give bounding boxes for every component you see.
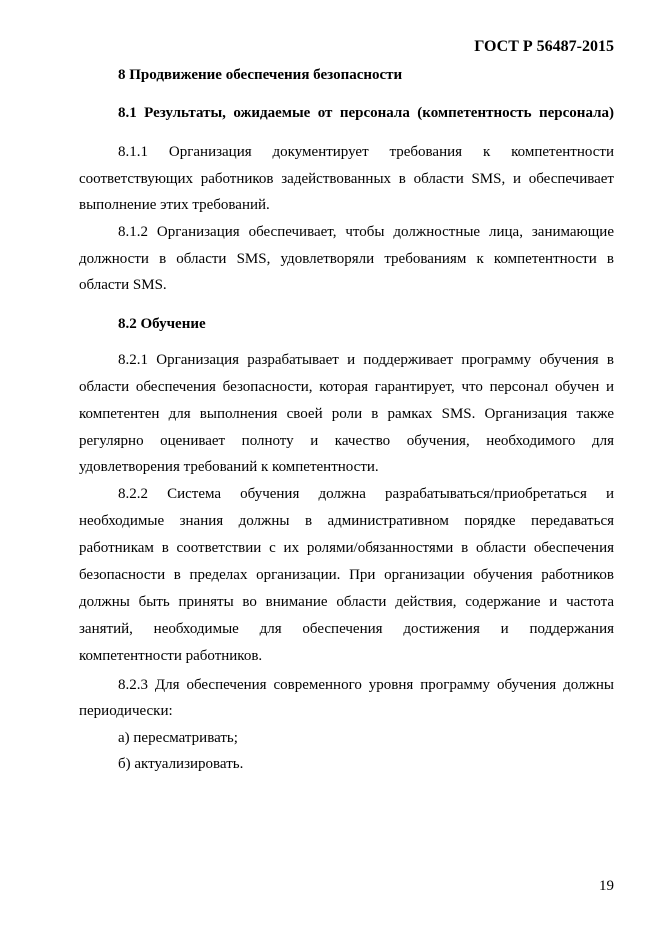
paragraph-line: 8.1.1 Организация документирует требования к компетентности <box>118 144 614 160</box>
paragraph-line: безопасности в пределах организации. При организации обучения работников <box>79 567 614 583</box>
paragraph-line: области SMS. <box>79 277 167 293</box>
paragraph-line: компетентен для выполнения своей роли в рамках SMS. Организация также <box>79 406 614 422</box>
paragraph-line: периодически: <box>79 703 173 719</box>
document-number-header: ГОСТ Р 56487-2015 <box>474 38 614 55</box>
paragraph-line: 8.2.2 Система обучения должна разрабатываться/приобретаться и <box>118 486 614 502</box>
list-item-line: а) пересматривать; <box>118 730 238 746</box>
paragraph-line: регулярно оценивает полноту и качество обучения, необходимого для <box>79 433 614 449</box>
page-number: 19 <box>599 878 614 894</box>
paragraph-line: области обеспечения безопасности, которая гарантирует, что персонал обучен и <box>79 379 614 395</box>
paragraph-line: необходимые знания должны в административном порядке передаваться <box>79 513 614 529</box>
paragraph-line: должности в области SMS, удовлетворяли требованиям к компетентности в <box>79 251 614 267</box>
paragraph-line: выполнение этих требований. <box>79 197 270 213</box>
paragraph-line: 8.2.1 Организация разрабатывает и поддерживает программу обучения в <box>118 352 614 368</box>
paragraph-line: 8.2.3 Для обеспечения современного уровня программу обучения должны <box>118 677 614 693</box>
list-item-line: б) актуализировать. <box>118 756 244 772</box>
paragraph-line: компетентности работников. <box>79 648 263 664</box>
paragraph-line: должны быть приняты во внимание области действия, содержание и частота <box>79 594 614 610</box>
paragraph-line: 8.1.2 Организация обеспечивает, чтобы должностные лица, занимающие <box>118 224 614 240</box>
paragraph-line: занятий, необходимые для обеспечения достижения и поддержания <box>79 621 614 637</box>
paragraph-line: работникам в соответствии с их ролями/обязанностями в области обеспечения <box>79 540 614 556</box>
paragraph-line: удовлетворения требований к компетентности. <box>79 459 379 475</box>
subsection-heading-line: 8.1 Результаты, ожидаемые от персонала (компетентность персонала) <box>118 105 614 121</box>
paragraph-line: соответствующих работников задействованных в области SMS, и обеспечивает <box>79 171 614 187</box>
section-heading-line: 8 Продвижение обеспечения безопасности <box>118 67 403 83</box>
subsection-heading-line: 8.2 Обучение <box>118 316 206 332</box>
